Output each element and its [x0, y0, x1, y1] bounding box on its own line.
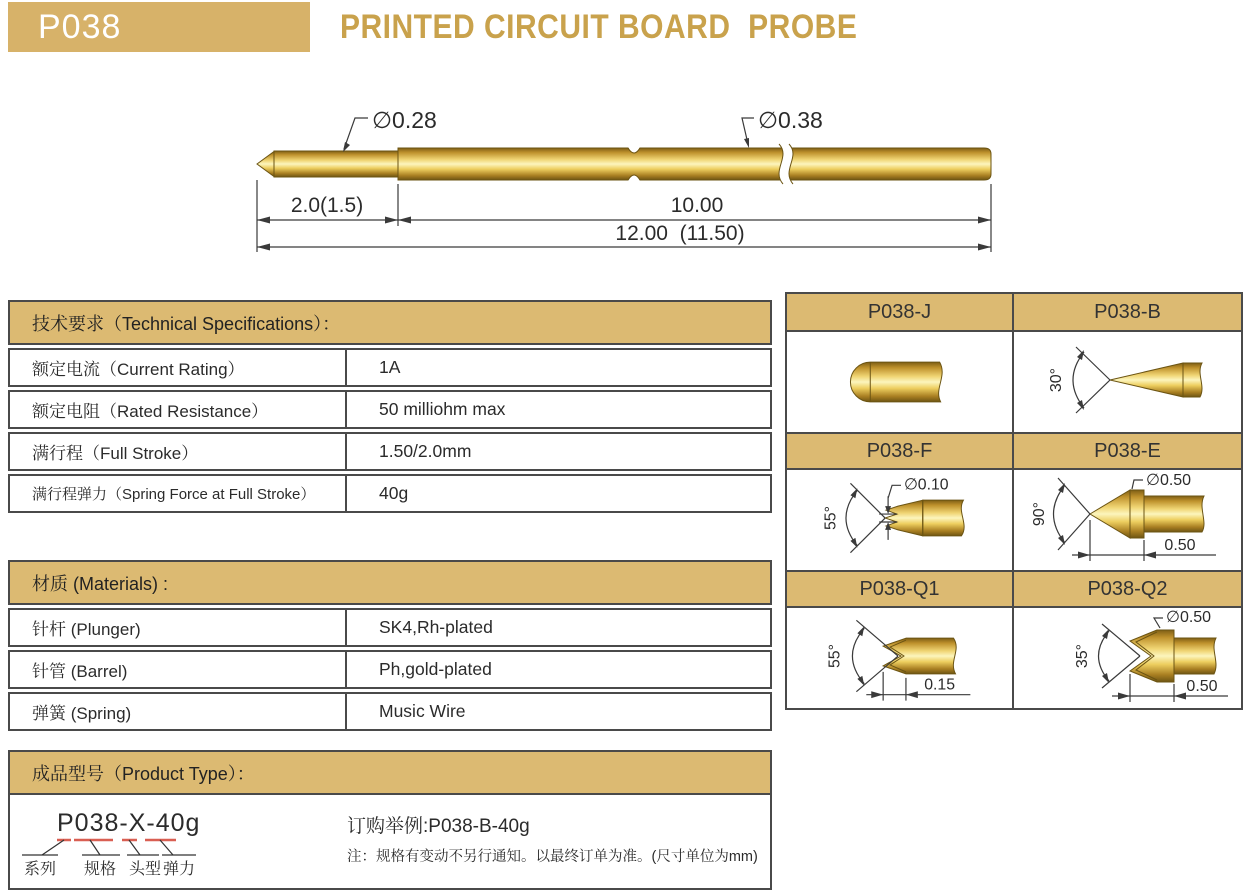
spec-label: 满行程弹力（Spring Force at Full Stroke）	[10, 476, 347, 511]
table-row	[8, 608, 772, 647]
tip-name: P038-Q1	[787, 570, 1012, 608]
total-length-dim: 12.00 (11.50)	[615, 222, 745, 245]
table-row	[8, 474, 772, 513]
tip-drawing-e	[1014, 470, 1241, 570]
product-code: P038-X-40g	[57, 809, 201, 837]
tip-drawing-q1	[787, 608, 1012, 708]
specs-table-header: 技术要求（Technical Specifications）：	[8, 300, 772, 345]
tip-diameter-label: ∅0.50	[1166, 609, 1212, 626]
table-row	[8, 432, 772, 471]
plunger-diameter-label: ∅0.28	[372, 107, 437, 133]
barrel-length-dim: 10.00	[670, 194, 724, 217]
spec-label: 额定电流（Current Rating）	[10, 350, 347, 385]
tip-drawing-q2	[1014, 608, 1241, 708]
material-label: 弹簧 (Spring)	[10, 694, 347, 729]
code-part-label-spec: 规格	[84, 861, 117, 878]
tip-diameter-label: ∅0.50	[1146, 472, 1192, 489]
tip-name: P038-B	[1014, 294, 1241, 332]
tip-cell-e	[1014, 432, 1241, 570]
series-label: P038	[38, 7, 122, 46]
order-example: 订购举例:P038-B-40g	[347, 816, 530, 837]
spec-value: 1.50/2.0mm	[379, 441, 472, 461]
tip-length-dim: 0.50	[1186, 678, 1218, 695]
product-type-header: 成品型号（Product Type）：	[8, 750, 772, 795]
table-row	[8, 390, 772, 429]
materials-table-header: 材质 (Materials) :	[8, 560, 772, 605]
material-value: SK4,Rh-plated	[379, 617, 493, 637]
tip-type-grid	[785, 292, 1243, 710]
tip-name: P038-E	[1014, 432, 1241, 470]
code-part-label-series: 系列	[24, 861, 57, 878]
tip-drawing-j	[787, 332, 1012, 432]
tip-angle-label: 55°	[826, 644, 844, 669]
tip-cell-q1	[787, 570, 1014, 708]
tip-name: P038-J	[787, 294, 1012, 332]
material-value: Music Wire	[379, 701, 466, 721]
tip-length-dim: 0.15	[924, 676, 956, 694]
technical-specifications-table	[8, 300, 772, 513]
probe-barrel	[398, 148, 991, 180]
tip-drawing-f	[787, 470, 1012, 570]
tip-angle-label: 55°	[822, 506, 840, 531]
tip-length-dim: 0.50	[1164, 537, 1196, 554]
table-row	[8, 650, 772, 689]
tip-cell-j	[787, 294, 1014, 432]
table-row	[8, 348, 772, 387]
material-label: 针管 (Barrel)	[10, 652, 347, 687]
probe-plunger	[274, 151, 398, 177]
probe-dimension-drawing	[230, 85, 1020, 275]
spec-value: 50 milliohm max	[379, 399, 506, 419]
tip-cell-q2	[1014, 570, 1241, 708]
tip-name: P038-F	[787, 432, 1012, 470]
material-value: Ph,gold-plated	[379, 659, 492, 679]
material-label: 针杆 (Plunger)	[10, 610, 347, 645]
tip-name: P038-Q2	[1014, 570, 1241, 608]
tip-angle-label: 35°	[1074, 643, 1091, 669]
table-row	[8, 692, 772, 731]
spec-value: 1A	[379, 357, 401, 377]
tip-diameter-label: ∅0.10	[903, 476, 949, 494]
probe-tip-cone	[257, 152, 274, 177]
spec-change-note: 注：规格有变动不另行通知。以最终订单为准。(尺寸单位为mm)	[347, 849, 758, 865]
series-banner	[8, 2, 310, 52]
spec-label: 满行程（Full Stroke）	[10, 434, 347, 469]
tip-cell-f	[787, 432, 1014, 570]
barrel-diameter-label: ∅0.38	[758, 107, 823, 133]
tip-angle-label: 90°	[1031, 501, 1048, 527]
product-type-section	[8, 750, 772, 795]
plunger-length-dim: 2.0(1.5)	[290, 194, 364, 217]
materials-table	[8, 560, 772, 731]
tip-angle-label: 30°	[1048, 367, 1065, 393]
tip-cell-b	[1014, 294, 1241, 432]
spec-label: 额定电阻（Rated Resistance）	[10, 392, 347, 427]
tip-drawing-b	[1014, 332, 1241, 432]
page-title: PRINTED CIRCUIT BOARD PROBE	[340, 8, 858, 46]
product-type-body	[8, 795, 772, 890]
code-part-label-head-type: 头型	[129, 861, 162, 878]
code-part-label-spring-force: 弹力	[163, 861, 196, 878]
spec-value: 40g	[379, 483, 409, 503]
